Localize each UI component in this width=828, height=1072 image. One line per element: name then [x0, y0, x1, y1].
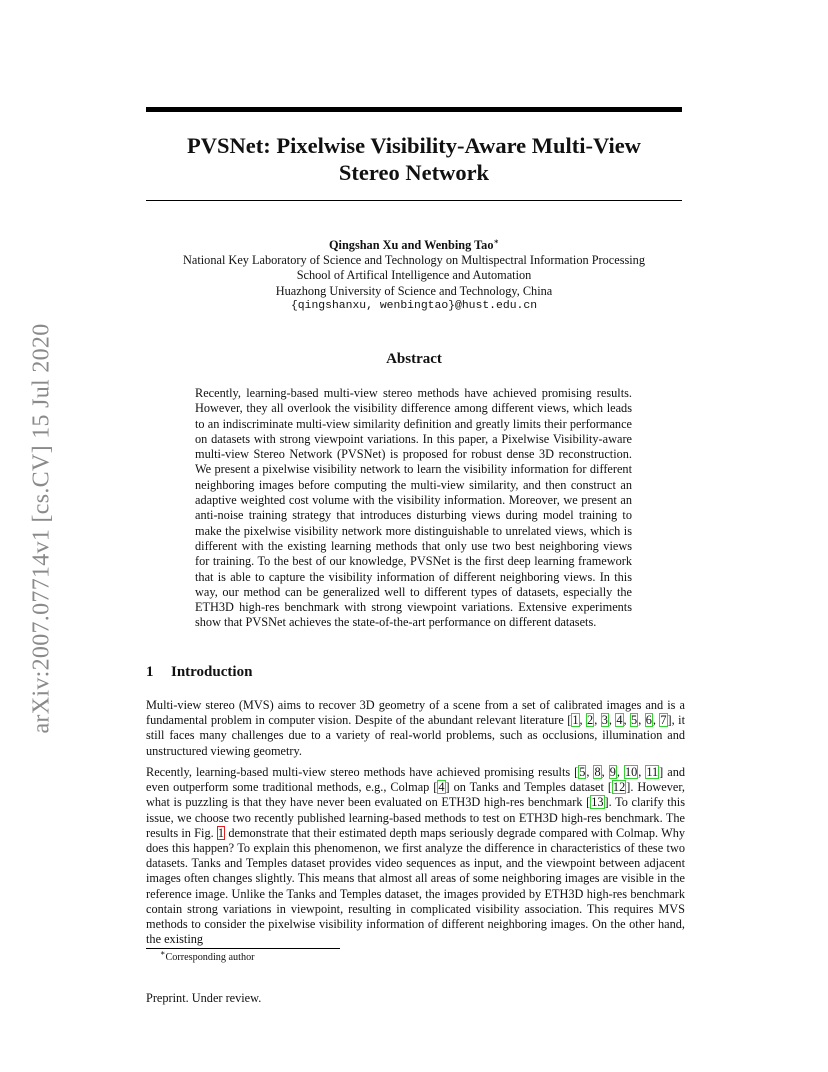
intro-paragraph-2: Recently, learning-based multi-view stereo methods have achieved promising results [5, 8, 9, 10, 11] and even outperform some traditional methods, e.g., Colmap [4] on Tanks and Temples dataset [12]. However, what is puzzling is that they have never been evaluated on ETH3D high-res benchmark [13]. To clarify this issue, we choose two recently published learning-based methods to test on ETH3D high-res benchmark. The results in Fig. 1 demonstrate that their estimated depth maps seriously degrade compared with Colmap. Why does this happen? To explain this phenomenon, we first analyze the difference in characteristics of these two datasets. Tanks and Temples dataset provides video sequences as input, and the viewpoint between adjacent images often changes slightly. This means that almost all areas of some neighboring images are visible in the reference image. Unlike the Tanks and Temples dataset, the images provided by ETH3D high-res benchmark contain strong variations in viewpoint, resulting in complicated visibility association. This requires MVS methods to consider the pixelwise visibility information of different neighboring images. On the other hand, the existing	[146, 765, 686, 947]
preprint-notice: Preprint. Under review.	[146, 991, 262, 1005]
citation-link[interactable]: 7	[660, 713, 667, 728]
intro-paragraph-1: Multi-view stereo (MVS) aims to recover 3D geometry of a scene from a set of calibrated images and is a fundamental problem in computer vision. Despite of the abundant relevant literature [1, 2, 3, 4, 5, 6, 7], it still faces many challenges due to a variety of real-world problems, such as occlusions, illumination and unstructured viewing geometry.	[146, 698, 685, 758]
title-line-1: PVSNet: Pixelwise Visibility-Aware Multi-View	[187, 133, 641, 158]
citation-link[interactable]: 6	[645, 713, 652, 728]
abstract-heading: Abstract	[386, 351, 442, 367]
title-rule-top	[146, 107, 682, 112]
author-block	[146, 238, 682, 314]
citation-link[interactable]: 1	[572, 713, 579, 728]
section-number: 1	[146, 664, 154, 680]
citation-link[interactable]: 13	[591, 795, 604, 810]
author-names: Qingshan Xu and Wenbing Tao∗	[328, 236, 500, 252]
citation-link[interactable]: 5	[579, 765, 586, 779]
title-line-2: Stereo Network	[338, 160, 490, 185]
arxiv-sidebar	[26, 296, 58, 760]
footnote: ∗Corresponding author	[160, 948, 255, 963]
figure-reference-link[interactable]: 1	[217, 825, 225, 840]
abstract-text: Recently, learning-based multi-view stereo methods have achieved promising results. However, they all overlook the visibility difference among different views, which leads to an indiscriminate multi-view similarity definition and greatly limits their performance on datasets with strong viewpoint variations. In this paper, a Pixelwise Visibility-aware multi-view Stereo Network (PVSNet) is proposed for robust dense 3D reconstruction. We present a pixelwise visibility network to learn the visibility information for different neighboring images before computing the multi-view similarity, and then construct an adaptive weighted cost volume with the visibility information. Moreover, we present an anti-noise training strategy that introduces disturbing views during model training to make the pixelwise visibility network more distinguishable to unrelated views, which is different with the existing learning methods that only use two best neighboring views for training. To the best of our knowledge, PVSNet is the first deep learning framework that is able to capture the visibility information of different neighboring views. In this way, our method can be generalized well to different types of datasets, especially the ETH3D high-res benchmark with strong viewpoint variations. Extensive experiments show that PVSNet achieves the state-of-the-art performance on different datasets.	[195, 386, 632, 630]
citation-link[interactable]: 4	[616, 713, 623, 728]
affiliation-university: Huazhong University of Science and Technology, China	[275, 283, 553, 298]
citation-link[interactable]: 2	[587, 713, 594, 728]
footnote-mark: ∗	[160, 948, 166, 958]
citation-link[interactable]: 5	[631, 713, 638, 728]
arxiv-identifier: arXiv:2007.07714v1 [cs.CV] 15 Jul 2020	[28, 322, 55, 734]
section-heading-introduction	[146, 664, 252, 681]
title-rule-bottom	[146, 200, 682, 201]
citation-link[interactable]: 4	[438, 780, 445, 795]
citation-link[interactable]: 9	[609, 765, 616, 779]
citation-link[interactable]: 10	[624, 765, 638, 779]
paper-title	[146, 132, 682, 186]
affiliation-school: School of Artifical Intelligence and Automation	[296, 268, 532, 283]
citation-link[interactable]: 11	[646, 765, 659, 779]
citation-link[interactable]: 12	[612, 780, 626, 795]
author-email: {qingshanxu, wenbingtao}@hust.edu.cn	[290, 299, 538, 312]
corresponding-mark: ∗	[493, 236, 500, 246]
section-title: Introduction	[171, 664, 253, 680]
citation-link[interactable]: 3	[601, 713, 608, 728]
citation-link[interactable]: 8	[594, 765, 601, 779]
footnote-rule	[146, 948, 340, 949]
affiliation-lab: National Key Laboratory of Science and Technology on Multispectral Information Processing	[183, 253, 645, 268]
